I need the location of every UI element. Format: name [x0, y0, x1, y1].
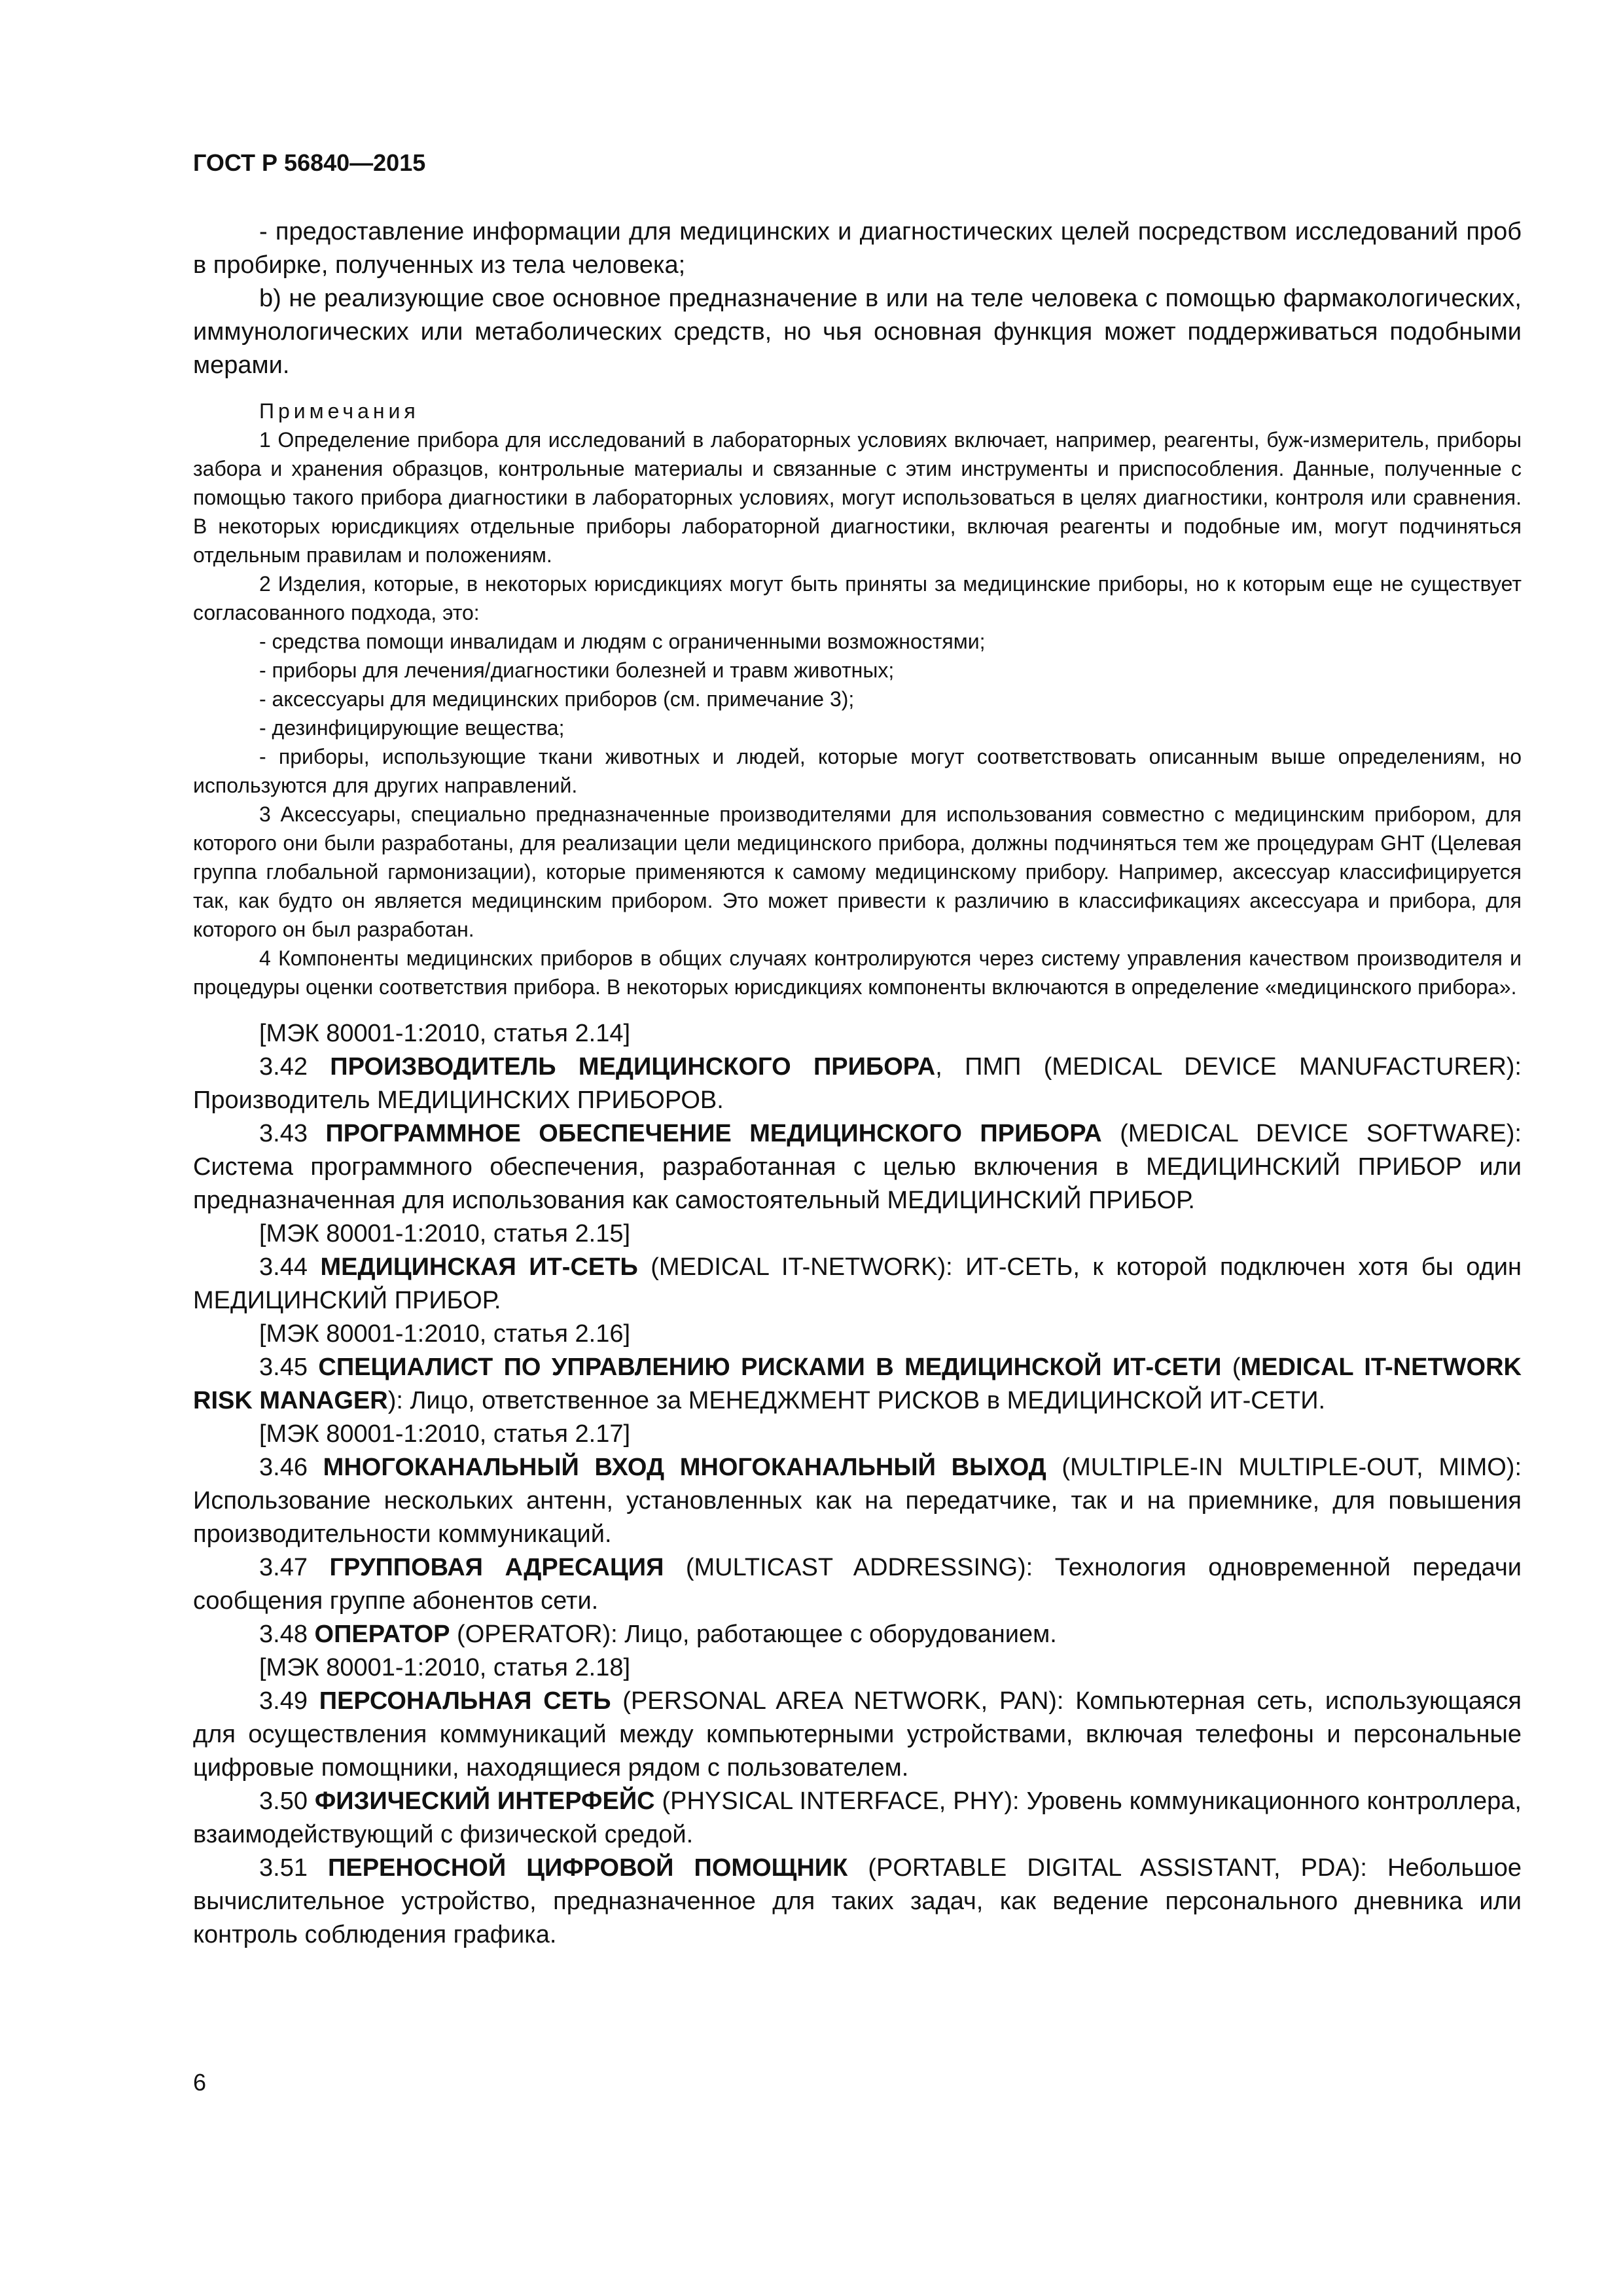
page-number: 6 [193, 2069, 207, 2096]
term-english: MEDICAL IT-NETWORK RISK MANAGER [193, 1354, 1522, 1414]
intro-paragraph: - предоставление информации для медицинских и диагностических целей посредством исследований проб в пробирке, полученных из тела человека; [193, 218, 1522, 279]
note-line: 4 Компоненты медицинских приборов в общих случаях контролируются через систему управления качеством производителя и процедуры оценки соответствия прибора. В некоторых юрисдикциях компоненты включаются в определение «медицинского прибора». [193, 946, 1522, 999]
definition-3-45: 3.45 СПЕЦИАЛИСТ ПО УПРАВЛЕНИЮ РИСКАМИ В МЕДИЦИНСКОЙ ИТ-СЕТИ (MEDICAL IT-NETWORK RISK MANAGER): Лицо, ответственное за МЕНЕДЖМЕНТ РИСКОВ в МЕДИЦИНСКОЙ ИТ-СЕТИ. [193, 1354, 1522, 1414]
term: ГРУППОВАЯ АДРЕСАЦИЯ [329, 1554, 664, 1581]
definition-3-44: 3.44 МЕДИЦИНСКАЯ ИТ-СЕТЬ (MEDICAL IT-NETWORK): ИТ-СЕТЬ, к которой подключен хотя бы один МЕДИЦИНСКИЙ ПРИБОР. [193, 1253, 1522, 1314]
term: ФИЗИЧЕСКИЙ ИНТЕРФЕЙС [314, 1787, 655, 1815]
reference-line: [МЭК 80001-1:2010, статья 2.14] [259, 1020, 631, 1047]
term: ПЕРЕНОСНОЙ ЦИФРОВОЙ ПОМОЩНИК [328, 1854, 848, 1882]
definition-3-50: 3.50 ФИЗИЧЕСКИЙ ИНТЕРФЕЙС (PHYSICAL INTERFACE, PHY): Уровень коммуникационного контроллера, взаимодействующий с физической средой. [193, 1787, 1522, 1848]
definition-3-43: 3.43 ПРОГРАММНОЕ ОБЕСПЕЧЕНИЕ МЕДИЦИНСКОГО ПРИБОРА (MEDICAL DEVICE SOFTWARE): Система программного обеспечения, разработанная с целью включения в МЕДИЦИНСКИЙ ПРИБОР или предназначенная для использования как самостоятельный МЕДИЦИНСКИЙ ПРИБОР. [193, 1120, 1522, 1214]
term: ПРОГРАММНОЕ ОБЕСПЕЧЕНИЕ МЕДИЦИНСКОГО ПРИБОРА [325, 1120, 1102, 1147]
note-line: - аксессуары для медицинских приборов (см. примечание 3); [259, 687, 855, 711]
term: МЕДИЦИНСКАЯ ИТ-СЕТЬ [320, 1253, 638, 1281]
term: СПЕЦИАЛИСТ ПО УПРАВЛЕНИЮ РИСКАМИ В МЕДИЦИНСКОЙ ИТ-СЕТИ [318, 1354, 1222, 1381]
definition-3-49: 3.49 ПЕРСОНАЛЬНАЯ СЕТЬ (PERSONAL AREA NETWORK, PAN): Компьютерная сеть, использующаяся для осуществления коммуникаций между компьютерными устройствами, включая телефоны и персональные цифровые помощники, находящиеся рядом с пользователем. [193, 1687, 1522, 1782]
definition-3-48: 3.48 ОПЕРАТОР (OPERATOR): Лицо, работающее с оборудованием. [259, 1621, 1057, 1648]
intro-section [193, 215, 1522, 382]
definition-3-51: 3.51 ПЕРЕНОСНОЙ ЦИФРОВОЙ ПОМОЩНИК (PORTABLE DIGITAL ASSISTANT, PDA): Небольшое вычислительное устройство, предназначенное для таких задач, как ведение персонального дневника или контроль соблюдения графика. [193, 1854, 1522, 1948]
document-header: ГОСТ Р 56840—2015 [193, 149, 426, 176]
notes-section [193, 397, 1522, 1001]
notes-title: Примечания [259, 399, 419, 423]
definition-3-46: 3.46 МНОГОКАНАЛЬНЫЙ ВХОД МНОГОКАНАЛЬНЫЙ ВЫХОД (MULTIPLE-IN MULTIPLE-OUT, MIMO): Использование нескольких антенн, установленных как на передатчике, так и на приемнике, для повышения производительности коммуникаций. [193, 1454, 1522, 1548]
note-line: - приборы, использующие ткани животных и людей, которые могут соответствовать описанным выше определениям, но используются для других направлений. [193, 745, 1522, 797]
reference-line: [МЭК 80001-1:2010, статья 2.18] [259, 1654, 631, 1681]
term: МНОГОКАНАЛЬНЫЙ ВХОД МНОГОКАНАЛЬНЫЙ ВЫХОД [323, 1454, 1046, 1481]
term: ОПЕРАТОР [314, 1621, 450, 1648]
note-line: 3 Аксессуары, специально предназначенные производителями для использования совместно с медицинским прибором, для которого они были разработаны, для реализации цели медицинского прибора, должны подчиняться тем же процедурам GHT (Целевая группа глобальной гармонизации), которые применяются к самому медицинскому прибору. Например, аксессуар классифицируется так, как будто он является медицинским прибором. Это может привести к различию в классификациях аксессуара и прибора, для которого он был разработан. [193, 802, 1522, 941]
reference-line: [МЭК 80001-1:2010, статья 2.15] [259, 1220, 631, 1247]
note-line: - приборы для лечения/диагностики болезней и травм животных; [259, 658, 895, 682]
reference-line: [МЭК 80001-1:2010, статья 2.17] [259, 1420, 631, 1448]
document-page [193, 147, 1522, 1952]
note-line: - дезинфицирующие вещества; [259, 716, 565, 740]
note-line: 2 Изделия, которые, в некоторых юрисдикциях могут быть приняты за медицинские приборы, но к которым еще не существует согласованного подхода, это: [193, 572, 1522, 624]
term: ПЕРСОНАЛЬНАЯ СЕТЬ [319, 1687, 611, 1715]
definitions-section [193, 1017, 1522, 1952]
term: ПРОИЗВОДИТЕЛЬ МЕДИЦИНСКОГО ПРИБОРА [330, 1053, 936, 1081]
intro-paragraph: b) не реализующие свое основное предназначение в или на теле человека с помощью фармакологических, иммунологических или метаболических средств, но чья основная функция может поддерживаться подобными мерами. [193, 285, 1522, 379]
definition-3-42: 3.42 ПРОИЗВОДИТЕЛЬ МЕДИЦИНСКОГО ПРИБОРА, ПМП (MEDICAL DEVICE MANUFACTURER): Производитель МЕДИЦИНСКИХ ПРИБОРОВ. [193, 1053, 1522, 1114]
note-line: - средства помощи инвалидам и людям с ограниченными возможностями; [259, 630, 986, 653]
reference-line: [МЭК 80001-1:2010, статья 2.16] [259, 1320, 631, 1348]
definition-3-47: 3.47 ГРУППОВАЯ АДРЕСАЦИЯ (MULTICAST ADDRESSING): Технология одновременной передачи сообщения группе абонентов сети. [193, 1554, 1522, 1615]
note-line: 1 Определение прибора для исследований в лабораторных условиях включает, например, реагенты, буж-измеритель, приборы забора и хранения образцов, контрольные материалы и связанные с этим инструменты и приспособления. Данные, полученные с помощью такого прибора диагностики в лабораторных условиях, могут использоваться в целях диагностики, контроля или сравнения. В некоторых юрисдикциях отдельные приборы лабораторной диагностики, включая реагенты и подобные им, могут подчиняться отдельным правилам и положениям. [193, 428, 1522, 567]
